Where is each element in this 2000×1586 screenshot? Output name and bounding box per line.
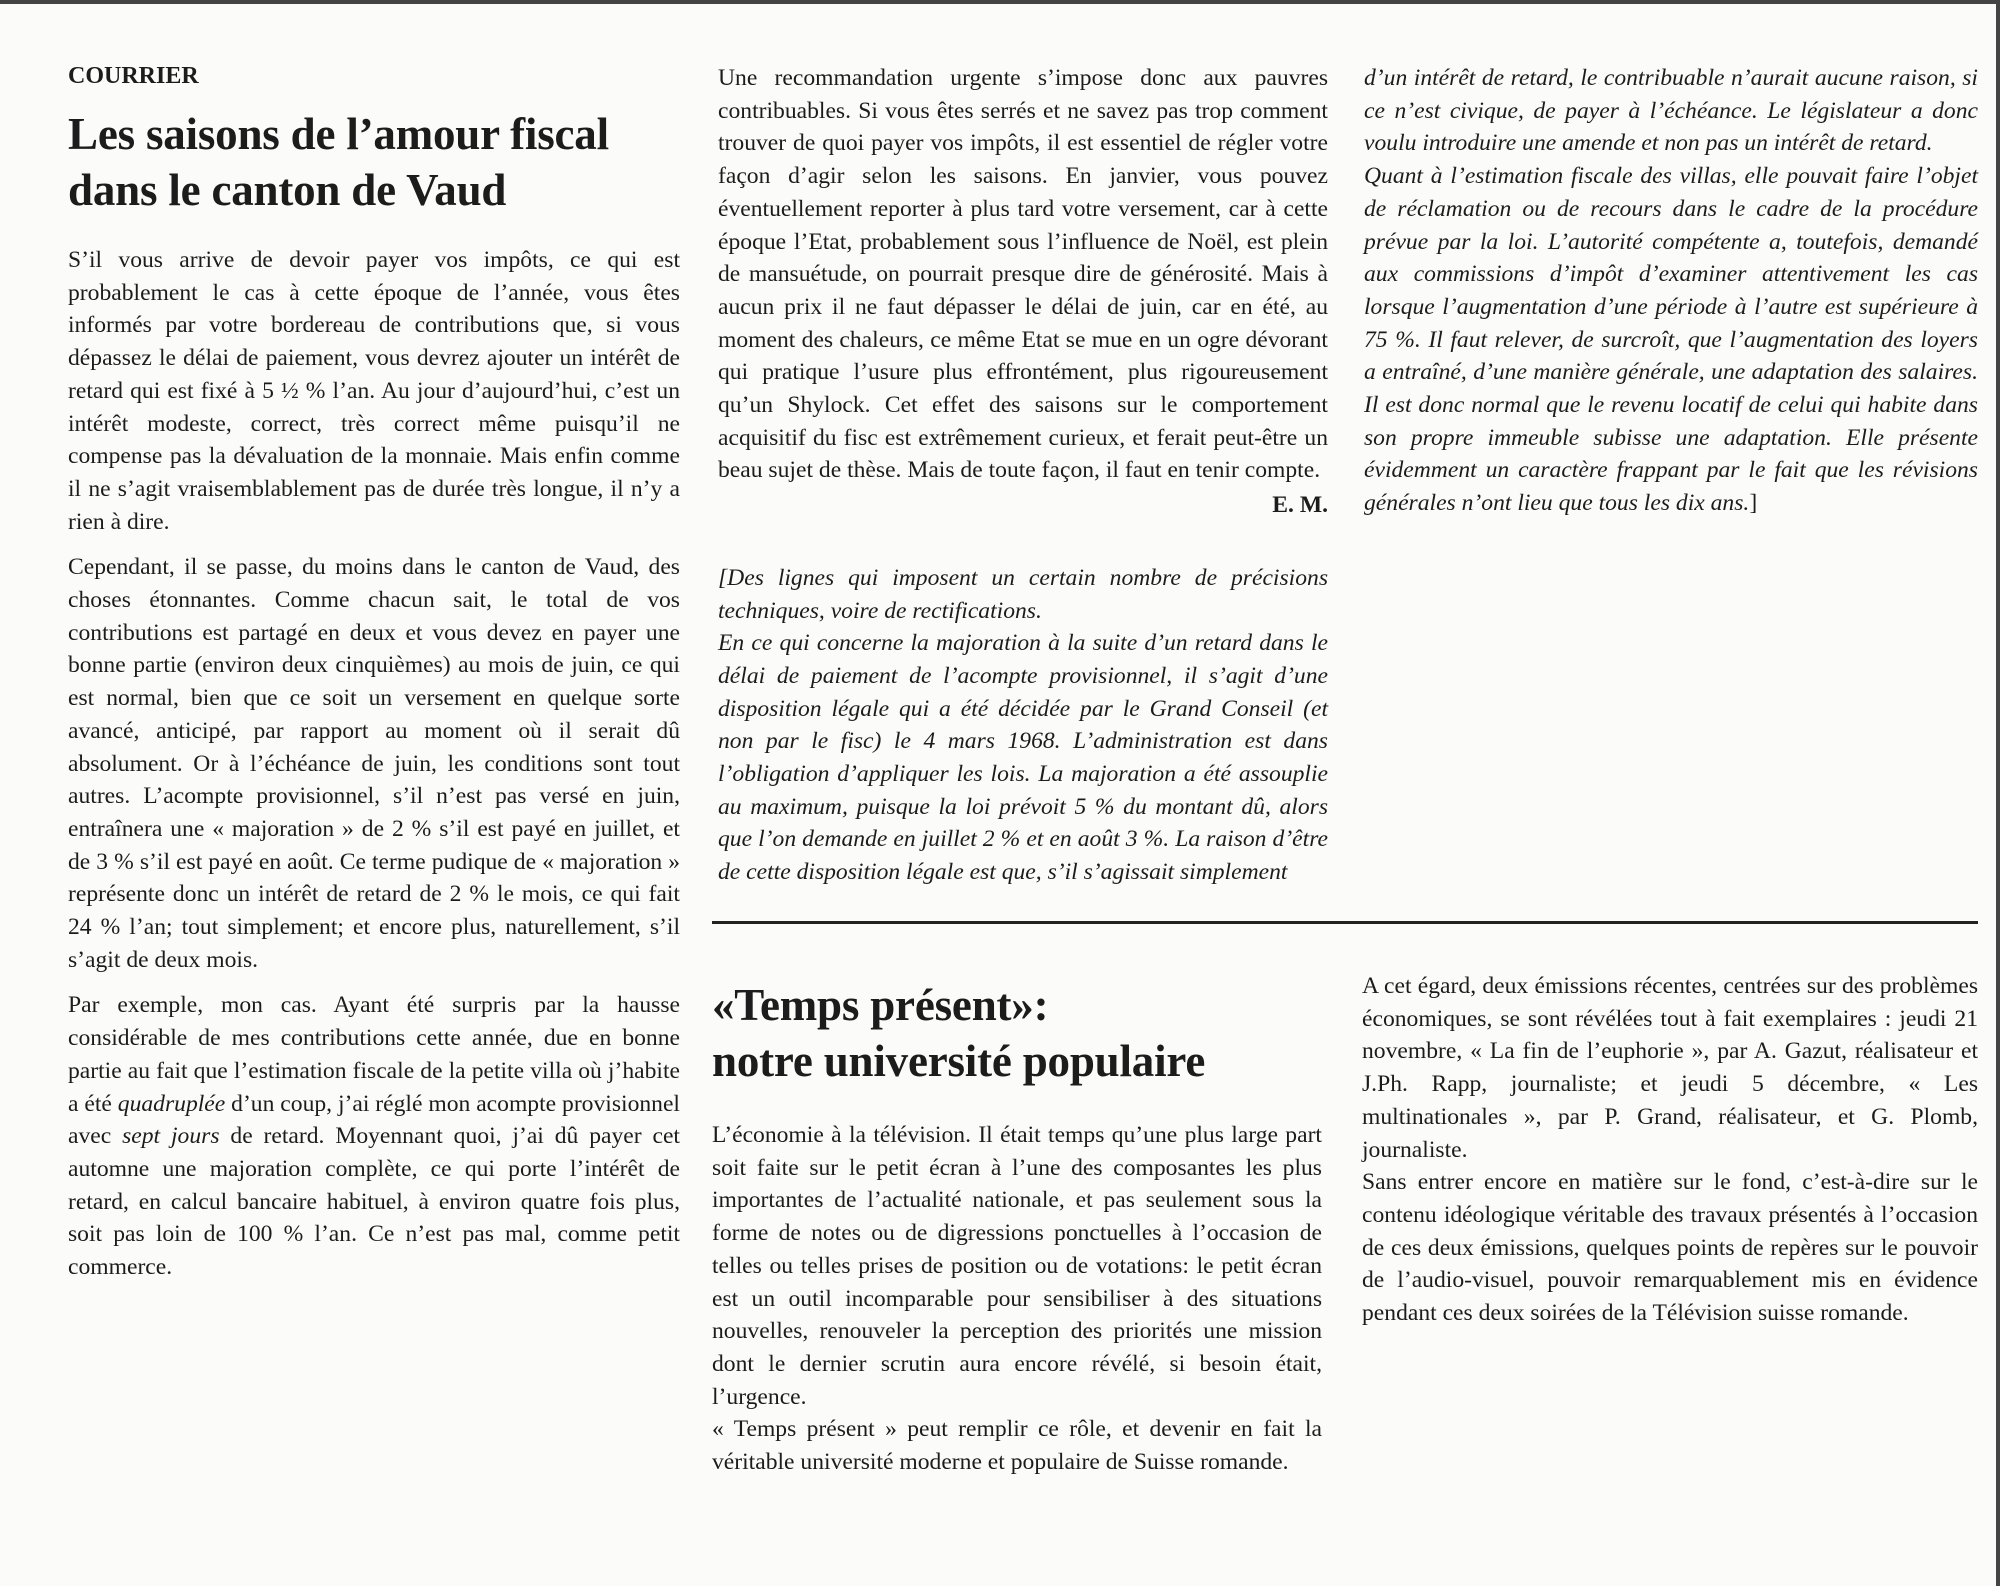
article-2-paragraph-3: A cet égard, deux émissions récentes, centrées sur des problèmes économiques, se sont révélées tout à fait exemplaires : jeudi 21 novembre, « La fin de l’euphorie », par A. Gazut, réalisateur et J.Ph. Rapp, journaliste; et jeudi 5 décembre, « Les multinationales », par P. Grand, réalisateur, et G. Plomb, journaliste. bbox=[1362, 973, 1978, 1163]
author-signature: E. M. bbox=[1272, 492, 1328, 519]
column-3 bbox=[1364, 62, 1978, 520]
article-1-paragraph-1: S’il vous arrive de devoir payer vos impôts, ce qui est probablement le cas à cette époque de l’année, vous êtes informés par votre bordereau de contributions que, si vous dépassez le délai de paiement, vous devrez ajouter un intérêt de retard qui est fixé à 5 ½ % l’an. Au jour d’aujourd’hui, c’est un intérêt modeste, correct, très correct même puisqu’il ne compense pas la dévaluation de la monnaie. Mais enfin comme il ne s’agit vraisemblablement pas de durée très longue, il n’y a rien à dire. bbox=[68, 247, 680, 535]
article-2-headline-line-2: notre université populaire bbox=[712, 1036, 1206, 1086]
article-1-headline bbox=[68, 106, 680, 218]
editorial-reply bbox=[718, 562, 1328, 889]
reply-closing-bracket: ] bbox=[1749, 490, 1758, 517]
column-4 bbox=[712, 977, 1322, 1479]
article-1-emphasis-quadruplee: quadruplée bbox=[117, 1090, 226, 1117]
article-2-paragraph-1: L’économie à la télévision. Il était temps qu’une plus large part soit faite sur le petit écran à l’une des composantes les plus importantes de l’actualité nationale, et pas seulement sous la forme de notes ou de digressions ponctuelles à l’occasion de telles ou telles prises de position ou de votations: le petit écran est un outil incomparable pour sensibiliser à des situations nouvelles, renouveler la perception des priorités une mission dont le dernier scrutin aura encore révélé, si besoin était, l’urgence. bbox=[712, 1122, 1322, 1410]
article-2-paragraph-4: Sans entrer encore en matière sur le fond, c’est-à-dire sur le contenu idéologique véritable des travaux présentés à l’occasion de ces deux émissions, quelques points de repères sur le pouvoir de l’audio-visuel, pouvoir remarquablement mis en évidence pendant ces deux soirées de la Télévision suisse romande. bbox=[1362, 1169, 1978, 1327]
article-1-paragraph-4: Une recommandation urgente s’impose donc aux pauvres contribuables. Si vous êtes serrés et ne savez pas trop comment trouver de quoi payer vos impôts, il est essentiel de régler votre façon d’agir selon les saisons. En janvier, vous pouvez éventuellement reporter à plus tard votre versement, car à cette époque l’Etat, probablement sous l’influence de Noël, est plein de mansuétude, on pourrait presque dire de générosité. Mais à aucun prix il ne faut dépasser le délai de juin, car en été, au moment des chaleurs, ce même Etat se mue en un ogre dévorant qui pratique l’usure plus effrontément, plus rigoureusement qu’un Shylock. Cet effet des saisons sur le comportement acquisitif du fisc est extrêmement curieux, et ferait peut-être un beau sujet de thèse. Mais de toute façon, il faut en tenir compte. bbox=[718, 65, 1328, 484]
article-2-headline bbox=[712, 977, 1322, 1089]
article-1-headline-line-2: dans le canton de Vaud bbox=[68, 165, 507, 215]
article-1-paragraph-2: Cependant, il se passe, du moins dans le canton de Vaud, des choses étonnantes. Comme chacun sait, le total de vos contributions est partagé en deux et vous devez en payer une bonne partie (environ deux cinquièmes) au mois de juin, ce qui est normal, bien que ce soit un versement en quelque sorte avancé, anticipé, par rapport au moment où il serait dû absolument. Or à l’échéance de juin, les conditions sont tout autres. L’acompte provisionnel, s’il n’est pas versé en juin, entraînera une « majoration » de 2 % s’il est payé en juillet, et de 3 % s’il est payé en août. Ce terme pudique de « majoration » représente donc un intérêt de retard de 2 % le mois, ce qui fait 24 % l’an; tout simplement; et encore plus, naturellement, s’il s’agit de deux mois. bbox=[68, 554, 680, 973]
article-2-paragraph-2: « Temps présent » peut remplir ce rôle, et devenir en fait la véritable université moderne et populaire de Suisse romande. bbox=[712, 1416, 1322, 1476]
section-kicker: COURRIER bbox=[68, 63, 199, 89]
article-2-headline-line-1: «Temps présent»: bbox=[712, 980, 1049, 1030]
column-2 bbox=[718, 62, 1328, 889]
reply-paragraph-2: En ce qui concerne la majoration à la suite d’un retard dans le délai de paiement de l’acompte provisionnel, il s’agit d’une disposition légale qui a été décidée par le Grand Conseil (et non par le fisc) le 4 mars 1968. L’administration est dans l’obligation d’appliquer les lois. La majoration a été assouplie au maximum, puisque la loi prévoit 5 % du montant dû, alors que l’on demande en juillet 2 % et en août 3 %. La raison d’être de cette disposition légale est que, s’il s’agissait simplement bbox=[718, 630, 1328, 886]
article-1-paragraph-3-part-b: d’un coup, j’ai réglé mon acompte provisionnel avec bbox=[68, 1090, 680, 1150]
article-1-paragraph-3-part-a: Par exemple, mon cas. Ayant été surpris par la hausse considérable de mes contributions cette année, due en bonne partie au fait que l’estimation fiscale de la petite villa où j’habite a été bbox=[68, 992, 680, 1117]
article-1-paragraph-3-part-c: de retard. Moyennant quoi, j’ai dû payer cet automne une majoration complète, ce qui porte l’intérêt de retard, en calcul bancaire habituel, à environ quatre fois plus, soit pas loin de 100 % l’an. Ce n’est pas mal, comme petit commerce. bbox=[68, 1123, 680, 1281]
article-1-headline-line-1: Les saisons de l’amour fiscal bbox=[68, 109, 609, 159]
reply-paragraph-1: [Des lignes qui imposent un certain nombre de précisions techniques, voire de rectifications. bbox=[718, 564, 1328, 624]
article-1-paragraph-3 bbox=[68, 989, 680, 1283]
reply-paragraph-3-text: Quant à l’estimation fiscale des villas, elle pouvait faire l’objet de réclamation ou de recours dans le cadre de la procédure prévue par la loi. L’autorité compétente a, toutefois, demandé aux commissions d’impôt d’examiner attentivement les cas lorsque l’augmentation d’une période à l’autre est supérieure à 75 %. Il faut relever, de surcroît, que l’augmentation des loyers a entraîné, d’une manière générale, une adaptation des salaires. Il est donc normal que le revenu locatif de celui qui habite dans son propre immeuble subisse une adaptation. Elle présente évidemment un caractère frappant par le fait que les révisions générales n’ont lieu que tous les dix ans. bbox=[1364, 163, 1978, 517]
article-1-emphasis-sept-jours: sept jours bbox=[122, 1123, 220, 1150]
reply-paragraph-3 bbox=[1364, 160, 1978, 520]
section-divider bbox=[712, 921, 1978, 924]
column-5 bbox=[1362, 970, 1978, 1330]
reply-paragraph-2-continued: d’un intérêt de retard, le contribuable n’aurait aucune raison, si ce n’est civique, de payer à l’échéance. Le législateur a donc voulu introduire une amende et non pas un intérêt de retard. bbox=[1364, 65, 1978, 157]
column-1 bbox=[68, 56, 680, 1284]
